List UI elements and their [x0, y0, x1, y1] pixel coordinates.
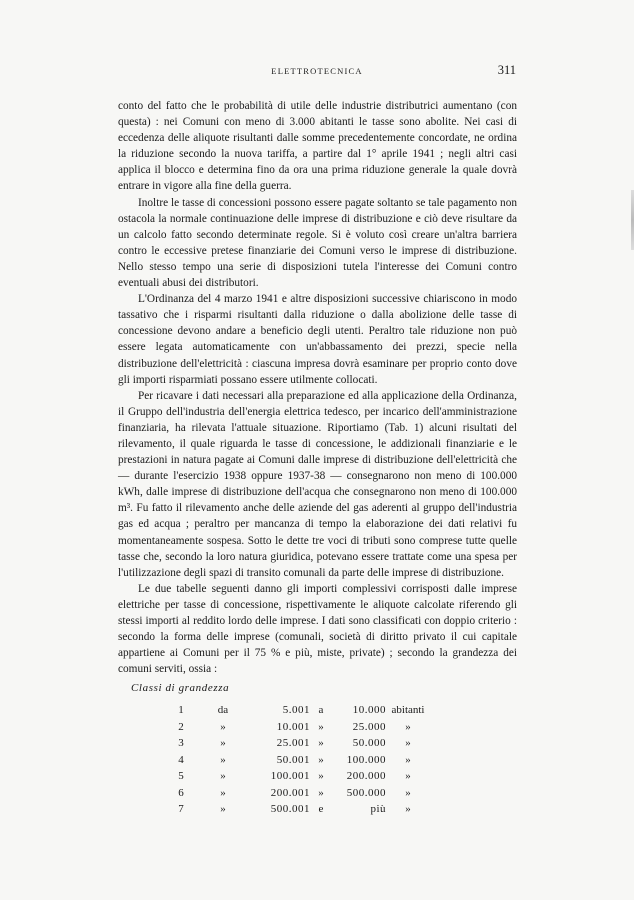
- range-to: più: [370, 803, 386, 815]
- range-connector: »: [318, 737, 324, 749]
- paragraph-ordinance: L'Ordinanza del 4 marzo 1941 e altre disposizioni successive chiariscono in modo tassativo che i risparmi risultanti dalla riduzione o dalla abolizione delle tasse di concessione devono andare a beneficio degli utenti. Peraltro tale riduzione non può essere legata automaticamente con un'abbassamento dei prezzi, specie nella distribuzione dell'elettricità : ciascuna impresa dovrà esaminare per proprio conto dove gli importi risparmiati possano essere utilmente collocati.: [118, 293, 517, 386]
- class-number: 2: [178, 720, 184, 733]
- range-connector: »: [318, 786, 324, 799]
- range-unit: »: [405, 720, 411, 733]
- table-row: [168, 735, 430, 752]
- range-prefix: »: [220, 803, 226, 815]
- range-connector: »: [318, 770, 324, 782]
- size-classes-table: [168, 702, 430, 818]
- range-connector: a: [318, 704, 324, 716]
- class-number: 1: [178, 704, 184, 716]
- range-from: 500.001: [270, 803, 310, 815]
- range-to: 25.000: [352, 720, 386, 733]
- body-text: [118, 98, 517, 677]
- range-connector: »: [318, 720, 324, 733]
- range-connector: e: [318, 803, 324, 815]
- range-prefix: da: [217, 704, 229, 716]
- range-unit: »: [405, 753, 411, 766]
- size-classes-caption: Classi di grandezza: [131, 682, 230, 694]
- range-to: 100.000: [346, 753, 386, 766]
- range-from: 100.001: [270, 770, 310, 782]
- paragraph-survey: Per ricavare i dati necessari alla preparazione ed alla applicazione della Ordinanza, il Gruppo dell'industria dell'energia elettrica tedesco, per incarico dell'amministrazione finanziaria, ha rilevata l'attuale situazione. Riportiamo (Tab. 1) alcuni risultati del rilevamento, il quale riguarda le tasse di concessione, le addizionali finanziarie e le prestazioni in natura pagate ai Comuni dalle imprese di distribuzione dell'elettricità che — durante l'esercizio 1938 oppure 1937-38 — consegnarono non meno di 100.000 kWh, dalle imprese di distribuzione dell'acqua che consegnarono non meno di 100.000 m³. Fu fatto il rilevamento anche delle aziende del gas aderenti al gruppo dell'industria gas ed acqua ; peraltro per mancanza di tempo la elaborazione dei dati relativi fu momentaneamente sospesa. Sotto le dette tre voci di tributi sono comprese tutte quelle tasse che, secondo la loro natura giuridica, potevano essere trattate come una spesa per l'utilizzazione degli spazi di transito comunali da parte delle imprese di distribuzione.: [118, 389, 517, 579]
- range-unit: abitanti: [391, 704, 425, 716]
- range-connector: »: [318, 753, 324, 766]
- table-row: [168, 801, 430, 818]
- range-unit: »: [405, 737, 411, 749]
- range-prefix: »: [220, 720, 226, 733]
- table-row: [168, 785, 430, 802]
- paragraph-continuation: conto del fatto che le probabilità di utile delle industrie distributrici aumentano (con questa) : nei Comuni con meno di 3.000 abitanti le tasse sono abolite. Nei casi di eccedenza delle aliquote risultanti dalle somme precedentemente concordate, ne ordina la riduzione secondo la nuova tariffa, a partire dal 1° aprile 1941 ; negli altri casi applica il blocco e determina fino da ora una prima riduzione generale la quale dovrà entrare in vigore alla fine della guerra.: [118, 100, 517, 193]
- range-from: 50.001: [276, 753, 310, 766]
- range-from: 25.001: [276, 737, 310, 749]
- range-prefix: »: [220, 737, 226, 749]
- class-number: 3: [178, 737, 184, 749]
- running-header: [0, 63, 634, 79]
- range-unit: »: [405, 786, 411, 799]
- range-prefix: »: [220, 786, 226, 799]
- range-from: 10.001: [276, 720, 310, 733]
- range-from: 200.001: [270, 786, 310, 799]
- table-row: [168, 768, 430, 785]
- range-unit: »: [405, 803, 411, 815]
- range-from: 5.001: [282, 704, 310, 716]
- running-header-title: ELETTROTECNICA: [271, 66, 363, 76]
- paragraph-concession-taxes: Inoltre le tasse di concessioni possono essere pagate soltanto se tale pagamento non ostacola la normale continuazione delle imprese di distribuzione e ciò deve risultare da un calcolo fatto secondo determinate regole. Si è voluto così creare un'altra barriera contro le eccessive pretese finanziarie dei Comuni verso le imprese di distribuzione. Nello stesso tempo una serie di disposizioni tutela l'interesse dei Comuni contro eventuali abusi dei distributori.: [118, 196, 517, 290]
- class-number: 4: [178, 753, 184, 766]
- range-prefix: »: [220, 753, 226, 766]
- page-number: 311: [497, 63, 516, 77]
- range-to: 10.000: [352, 704, 386, 716]
- class-number: 6: [178, 786, 184, 799]
- class-number: 7: [178, 803, 184, 815]
- table-row: [168, 719, 430, 736]
- range-to: 50.000: [352, 737, 386, 749]
- range-to: 200.000: [346, 770, 386, 782]
- paragraph-tables-intro: Le due tabelle seguenti danno gli importi complessivi corrisposti dalle imprese elettriche per tasse di concessione, rispettivamente le aliquote calcolate riferendo gli stessi importi al reddito lordo delle imprese. I dati sono classificati con doppio criterio : secondo la forma delle imprese (comunali, società di diritto privato il cui capitale appartiene ai Comuni per il 75 % e più, miste, private) ; secondo la grandezza dei comuni serviti, ossia :: [118, 582, 517, 676]
- table-row: [168, 702, 430, 719]
- range-unit: »: [405, 770, 411, 782]
- range-to: 500.000: [346, 786, 386, 799]
- class-number: 5: [178, 770, 184, 782]
- range-prefix: »: [220, 770, 226, 782]
- table-row: [168, 752, 430, 769]
